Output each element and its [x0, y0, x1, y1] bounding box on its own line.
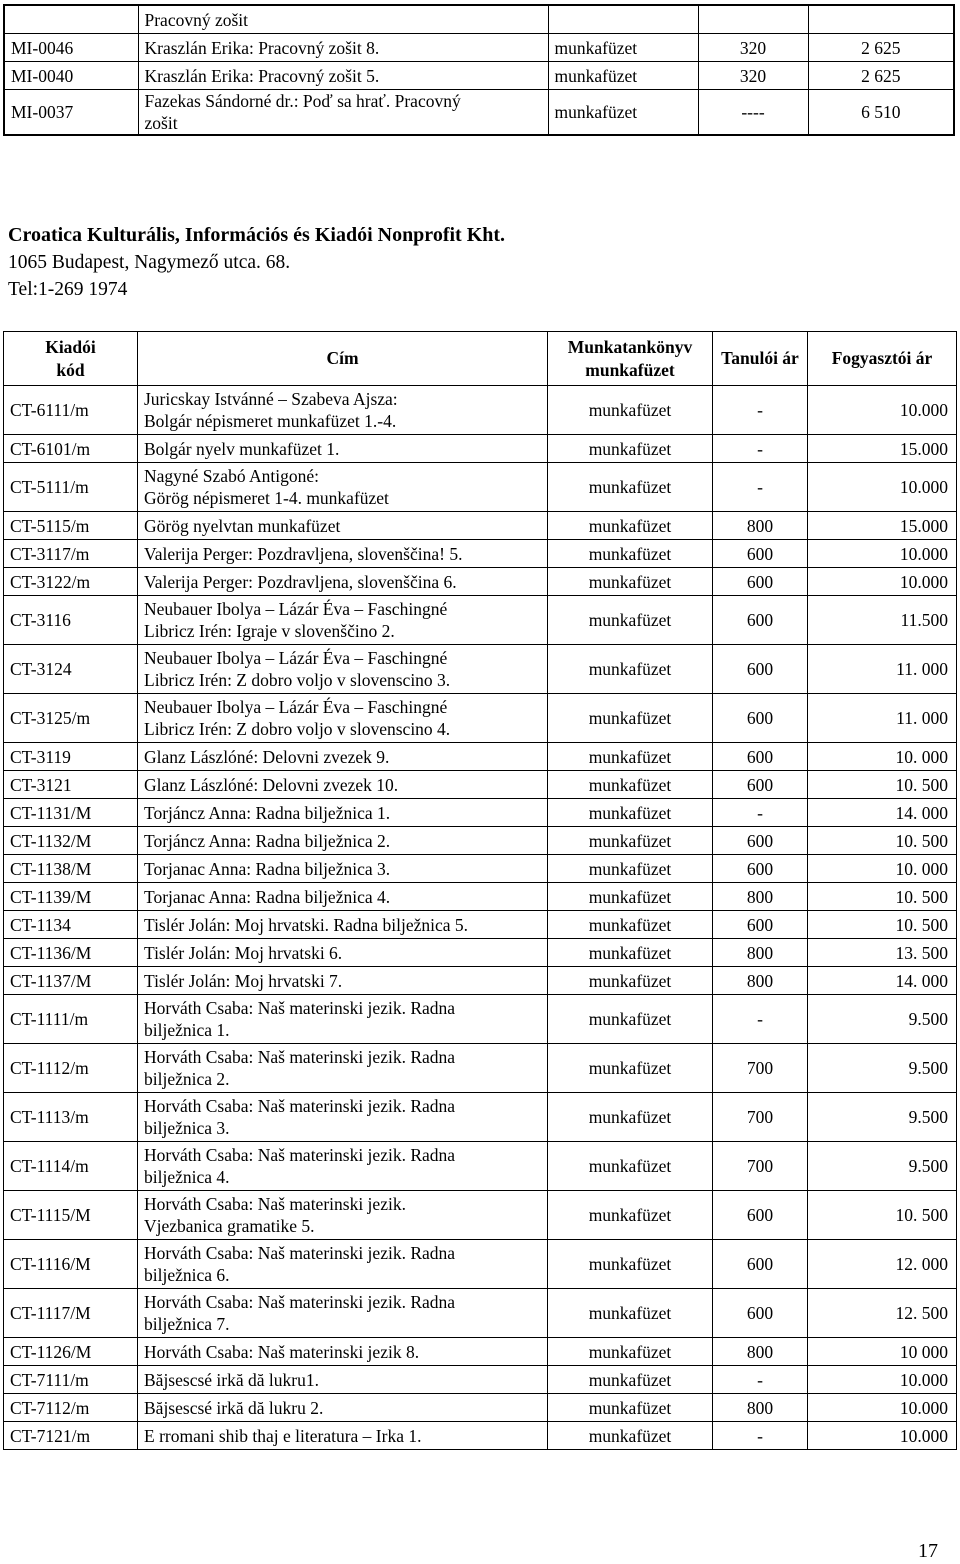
- table-row: [4, 34, 954, 62]
- cell-code: CT-5115/m: [4, 512, 138, 540]
- cell-student-price: 700: [713, 1093, 808, 1142]
- table-row: [4, 1289, 957, 1338]
- title-line: E rromani shib thaj e literatura – Irka 1.: [144, 1425, 422, 1446]
- title-line: Horváth Csaba: Naš materinski jezik. Radna: [144, 1145, 456, 1165]
- cell-code: MI-0046: [4, 34, 138, 62]
- cell-student-price: 600: [713, 1240, 808, 1289]
- cell-consumer-price: 2 625: [808, 34, 954, 62]
- cell-title: [138, 939, 548, 967]
- cell-type: munkafüzet: [548, 1191, 713, 1240]
- table-row: [4, 540, 957, 568]
- table-row: [4, 1338, 957, 1366]
- cell-consumer-price: 14. 000: [808, 967, 957, 995]
- cell-type: munkafüzet: [548, 1366, 713, 1394]
- cell-type: munkafüzet: [548, 827, 713, 855]
- cell-code: CT-3116: [4, 596, 138, 645]
- cell-title: [138, 883, 548, 911]
- cell-student-price: 700: [713, 1044, 808, 1093]
- table-row: [4, 799, 957, 827]
- cell-student-price: 320: [698, 34, 808, 62]
- title-line: Neubauer Ibolya – Lázár Éva – Faschingné: [144, 697, 448, 717]
- cell-consumer-price: 10. 500: [808, 827, 957, 855]
- cell-consumer-price: 10.000: [808, 1394, 957, 1422]
- cell-student-price: 700: [713, 1142, 808, 1191]
- table-row: [4, 1093, 957, 1142]
- cell-consumer-price: 12. 000: [808, 1240, 957, 1289]
- cell-student-price: 600: [713, 1191, 808, 1240]
- cell-title: [138, 463, 548, 512]
- table-row: [4, 967, 957, 995]
- table-row: [4, 1422, 957, 1450]
- cell-consumer-price: 14. 000: [808, 799, 957, 827]
- cell-type: [548, 5, 698, 34]
- title-line: Torjanac Anna: Radna bilježnica 3.: [144, 858, 391, 879]
- title-line-2: Libricz Irén: Z dobro voljo v slovenscino 3.: [144, 670, 451, 690]
- cell-code: MI-0037: [4, 90, 138, 136]
- cell-code: CT-1132/M: [4, 827, 138, 855]
- cell-consumer-price: 10.000: [808, 540, 957, 568]
- cell-title: [138, 1422, 548, 1450]
- cell-title: [138, 1366, 548, 1394]
- table-row: [4, 771, 957, 799]
- cell-code: CT-1115/M: [4, 1191, 138, 1240]
- publisher-phone: Tel:1-269 1974: [8, 279, 128, 300]
- cell-student-price: -: [713, 435, 808, 463]
- title-line-2: bilježnica 1.: [144, 1020, 230, 1040]
- title-line: Valerija Perger: Pozdravljena, slovenščina 6.: [144, 571, 457, 592]
- cell-consumer-price: 11. 000: [808, 645, 957, 694]
- title-line: Görög nyelvtan munkafüzet: [144, 515, 341, 536]
- cell-title: [138, 694, 548, 743]
- cell-type: munkafüzet: [548, 694, 713, 743]
- cell-student-price: 600: [713, 911, 808, 939]
- cell-consumer-price: 10 000: [808, 1338, 957, 1366]
- cell-title: [138, 435, 548, 463]
- cell-code: CT-3119: [4, 743, 138, 771]
- cell-type: munkafüzet: [548, 1422, 713, 1450]
- cell-type: munkafüzet: [548, 995, 713, 1044]
- cell-consumer-price: 11.500: [808, 596, 957, 645]
- title-line: Neubauer Ibolya – Lázár Éva – Faschingné: [144, 599, 448, 619]
- cell-consumer-price: 10. 000: [808, 743, 957, 771]
- cell-student-price: 600: [713, 694, 808, 743]
- cell-student-price: 600: [713, 540, 808, 568]
- publisher-address: 1065 Budapest, Nagymező utca. 68.: [8, 252, 291, 273]
- cell-code: MI-0040: [4, 62, 138, 90]
- cell-title: [138, 771, 548, 799]
- cell-student-price: ----: [698, 90, 808, 136]
- cell-consumer-price: 9.500: [808, 995, 957, 1044]
- header-type: Munkatankönyv munkafüzet: [548, 332, 713, 386]
- cell-code: CT-1137/M: [4, 967, 138, 995]
- cell-type: munkafüzet: [548, 1289, 713, 1338]
- cell-code: [4, 5, 138, 34]
- cell-student-price: -: [713, 1366, 808, 1394]
- cell-consumer-price: 10.000: [808, 1422, 957, 1450]
- cell-title: [138, 512, 548, 540]
- publisher-name: Croatica Kulturális, Információs és Kiadói Nonprofit Kht.: [8, 224, 506, 246]
- cell-code: CT-3122/m: [4, 568, 138, 596]
- cell-type: munkafüzet: [548, 1394, 713, 1422]
- cell-type: munkafüzet: [548, 463, 713, 512]
- table-row: [4, 90, 954, 136]
- header-consumer-price: Fogyasztói ár: [808, 332, 957, 386]
- table-row: [4, 1394, 957, 1422]
- table-row: [4, 568, 957, 596]
- cell-type: munkafüzet: [548, 743, 713, 771]
- title-line-2: Vjezbanica gramatike 5.: [144, 1216, 315, 1236]
- cell-consumer-price: 9.500: [808, 1044, 957, 1093]
- cell-student-price: 600: [713, 568, 808, 596]
- cell-type: munkafüzet: [548, 1240, 713, 1289]
- table-row: [4, 743, 957, 771]
- cell-consumer-price: 2 625: [808, 62, 954, 90]
- cell-consumer-price: 10.000: [808, 1366, 957, 1394]
- cell-type: munkafüzet: [548, 435, 713, 463]
- cell-code: CT-3121: [4, 771, 138, 799]
- cell-code: CT-3117/m: [4, 540, 138, 568]
- cell-code: CT-1112/m: [4, 1044, 138, 1093]
- cell-consumer-price: 10. 500: [808, 883, 957, 911]
- title-line-2: bilježnica 3.: [144, 1118, 230, 1138]
- cell-type: munkafüzet: [548, 386, 713, 435]
- cell-student-price: -: [713, 995, 808, 1044]
- cell-student-price: 800: [713, 883, 808, 911]
- table-row: [4, 435, 957, 463]
- title-line: Valerija Perger: Pozdravljena, slovenščina! 5.: [144, 543, 463, 564]
- table-row: [4, 62, 954, 90]
- cell-title: Kraszlán Erika: Pracovný zošit 5.: [138, 62, 548, 90]
- title-line: Horváth Csaba: Naš materinski jezik. Radna: [144, 1292, 456, 1312]
- cell-student-price: 800: [713, 939, 808, 967]
- title-line-2: Libricz Irén: Z dobro voljo v slovenscino 4.: [144, 719, 451, 739]
- cell-type: munkafüzet: [548, 799, 713, 827]
- cell-title: [138, 743, 548, 771]
- cell-student-price: -: [713, 386, 808, 435]
- cell-student-price: 600: [713, 743, 808, 771]
- cell-title: [138, 645, 548, 694]
- title-line: Tislér Jolán: Moj hrvatski 7.: [144, 970, 343, 991]
- cell-type: munkafüzet: [548, 1142, 713, 1191]
- title-line: Glanz Lászlóné: Delovni zvezek 9.: [144, 746, 390, 767]
- table-row: [4, 911, 957, 939]
- title-line: Torjáncz Anna: Radna bilježnica 2.: [144, 830, 391, 851]
- cell-title: [138, 799, 548, 827]
- table-row: [4, 827, 957, 855]
- cell-type: munkafüzet: [548, 568, 713, 596]
- title-line: Neubauer Ibolya – Lázár Éva – Faschingné: [144, 648, 448, 668]
- cell-consumer-price: [808, 5, 954, 34]
- cell-student-price: 800: [713, 512, 808, 540]
- table-row: [4, 883, 957, 911]
- title-line-2: bilježnica 4.: [144, 1167, 230, 1187]
- cell-student-price: 600: [713, 596, 808, 645]
- title-line: Băjsescsé irkă dă lukru1.: [144, 1369, 319, 1390]
- header-title: Cím: [138, 332, 548, 386]
- cell-code: CT-1126/M: [4, 1338, 138, 1366]
- table-row: [4, 1044, 957, 1093]
- table-row: [4, 386, 957, 435]
- cell-title: [138, 1394, 548, 1422]
- table-row: [4, 1240, 957, 1289]
- page-number: 17: [918, 1540, 938, 1562]
- title-line: Horváth Csaba: Naš materinski jezik. Radna: [144, 1047, 456, 1067]
- cell-code: CT-7121/m: [4, 1422, 138, 1450]
- header-student-price: Tanulói ár: [713, 332, 808, 386]
- cell-title: Fazekas Sándorné dr.: Poď sa hrať. Pracovný zošit: [138, 90, 548, 136]
- cell-type: munkafüzet: [548, 855, 713, 883]
- table-row: [4, 463, 957, 512]
- cell-title: [138, 540, 548, 568]
- cell-title: [138, 1142, 548, 1191]
- table-header-row: [4, 332, 957, 386]
- cell-student-price: 600: [713, 771, 808, 799]
- cell-type: munkafüzet: [548, 90, 698, 136]
- cell-code: CT-7111/m: [4, 1366, 138, 1394]
- cell-consumer-price: 9.500: [808, 1142, 957, 1191]
- table-row: [4, 645, 957, 694]
- cell-code: CT-6111/m: [4, 386, 138, 435]
- cell-title: [138, 1191, 548, 1240]
- cell-consumer-price: 6 510: [808, 90, 954, 136]
- cell-type: munkafüzet: [548, 911, 713, 939]
- cell-code: CT-5111/m: [4, 463, 138, 512]
- cell-code: CT-3125/m: [4, 694, 138, 743]
- cell-title: [138, 855, 548, 883]
- cell-consumer-price: 15.000: [808, 435, 957, 463]
- cell-title: [138, 1338, 548, 1366]
- cell-consumer-price: 10. 000: [808, 855, 957, 883]
- cell-consumer-price: 12. 500: [808, 1289, 957, 1338]
- cell-consumer-price: 13. 500: [808, 939, 957, 967]
- cell-student-price: 800: [713, 967, 808, 995]
- cell-consumer-price: 10. 500: [808, 771, 957, 799]
- cell-code: CT-1116/M: [4, 1240, 138, 1289]
- title-line: Horváth Csaba: Naš materinski jezik. Radna: [144, 998, 456, 1018]
- title-line: Horváth Csaba: Naš materinski jezik.: [144, 1194, 406, 1214]
- cell-type: munkafüzet: [548, 62, 698, 90]
- cell-code: CT-6101/m: [4, 435, 138, 463]
- cell-consumer-price: 15.000: [808, 512, 957, 540]
- cell-student-price: 600: [713, 827, 808, 855]
- cell-consumer-price: 10.000: [808, 463, 957, 512]
- cell-type: munkafüzet: [548, 1338, 713, 1366]
- cell-type: munkafüzet: [548, 883, 713, 911]
- cell-code: CT-1113/m: [4, 1093, 138, 1142]
- cell-student-price: 600: [713, 645, 808, 694]
- cell-type: munkafüzet: [548, 1093, 713, 1142]
- cell-consumer-price: 10. 500: [808, 1191, 957, 1240]
- cell-title: [138, 1240, 548, 1289]
- cell-type: munkafüzet: [548, 1044, 713, 1093]
- cell-title: [138, 1289, 548, 1338]
- cell-student-price: -: [713, 463, 808, 512]
- cell-consumer-price: 10.000: [808, 568, 957, 596]
- cell-title: [138, 827, 548, 855]
- price-list-table: [3, 331, 957, 1450]
- title-line: Tislér Jolán: Moj hrvatski. Radna bilježnica 5.: [144, 914, 469, 935]
- cell-student-price: 320: [698, 62, 808, 90]
- cell-code: CT-1139/M: [4, 883, 138, 911]
- table-row: [4, 512, 957, 540]
- title-line-2: Görög népismeret 1-4. munkafüzet: [144, 488, 389, 508]
- title-line: Tislér Jolán: Moj hrvatski 6.: [144, 942, 343, 963]
- table-row: [4, 1366, 957, 1394]
- cell-title: [138, 386, 548, 435]
- cell-type: munkafüzet: [548, 540, 713, 568]
- title-line: Horváth Csaba: Naš materinski jezik. Radna: [144, 1096, 456, 1116]
- title-line: Nagyné Szabó Antigoné:: [144, 466, 319, 486]
- cell-type: munkafüzet: [548, 771, 713, 799]
- cell-type: munkafüzet: [548, 645, 713, 694]
- title-line: Horváth Csaba: Naš materinski jezik 8.: [144, 1341, 420, 1362]
- cell-student-price: 600: [713, 855, 808, 883]
- cell-code: CT-1114/m: [4, 1142, 138, 1191]
- table-row: [4, 596, 957, 645]
- cell-student-price: 600: [713, 1289, 808, 1338]
- cell-code: CT-1136/M: [4, 939, 138, 967]
- cell-consumer-price: 10. 500: [808, 911, 957, 939]
- table-row: [4, 5, 954, 34]
- previous-publisher-table: [3, 4, 955, 136]
- title-line: Bolgár nyelv munkafüzet 1.: [144, 438, 340, 459]
- publisher-block: [8, 222, 505, 303]
- cell-student-price: -: [713, 799, 808, 827]
- cell-student-price: -: [713, 1422, 808, 1450]
- cell-type: munkafüzet: [548, 596, 713, 645]
- cell-type: munkafüzet: [548, 34, 698, 62]
- cell-consumer-price: 10.000: [808, 386, 957, 435]
- table-row: [4, 855, 957, 883]
- cell-code: CT-7112/m: [4, 1394, 138, 1422]
- title-line-2: bilježnica 7.: [144, 1314, 230, 1334]
- table-row: [4, 1142, 957, 1191]
- table-row: [4, 995, 957, 1044]
- cell-student-price: [698, 5, 808, 34]
- cell-title: Kraszlán Erika: Pracovný zošit 8.: [138, 34, 548, 62]
- title-line-2: Libricz Irén: Igraje v slovenščino 2.: [144, 621, 395, 641]
- cell-title: Pracovný zošit: [138, 5, 548, 34]
- cell-type: munkafüzet: [548, 939, 713, 967]
- cell-consumer-price: 11. 000: [808, 694, 957, 743]
- cell-title: [138, 911, 548, 939]
- table-row: [4, 1191, 957, 1240]
- cell-code: CT-1111/m: [4, 995, 138, 1044]
- title-line: Horváth Csaba: Naš materinski jezik. Radna: [144, 1243, 456, 1263]
- cell-type: munkafüzet: [548, 967, 713, 995]
- title-line: Torjanac Anna: Radna bilježnica 4.: [144, 886, 391, 907]
- cell-title: [138, 995, 548, 1044]
- cell-student-price: 800: [713, 1338, 808, 1366]
- title-line: Băjsescsé irkă dă lukru 2.: [144, 1397, 324, 1418]
- cell-code: CT-3124: [4, 645, 138, 694]
- title-line: Torjáncz Anna: Radna bilježnica 1.: [144, 802, 391, 823]
- cell-consumer-price: 9.500: [808, 1093, 957, 1142]
- cell-code: CT-1131/M: [4, 799, 138, 827]
- title-line-2: bilježnica 6.: [144, 1265, 230, 1285]
- cell-title: [138, 596, 548, 645]
- table-row: [4, 939, 957, 967]
- header-code: Kiadói kód: [4, 332, 138, 386]
- cell-title: [138, 1093, 548, 1142]
- title-line: Glanz Lászlóné: Delovni zvezek 10.: [144, 774, 399, 795]
- title-line-2: bilježnica 2.: [144, 1069, 230, 1089]
- title-line: Juricskay Istvánné – Szabeva Ajsza:: [144, 389, 398, 409]
- cell-type: munkafüzet: [548, 512, 713, 540]
- cell-code: CT-1117/M: [4, 1289, 138, 1338]
- cell-code: CT-1134: [4, 911, 138, 939]
- cell-code: CT-1138/M: [4, 855, 138, 883]
- cell-title: [138, 967, 548, 995]
- table-row: [4, 694, 957, 743]
- cell-title: [138, 568, 548, 596]
- cell-student-price: 800: [713, 1394, 808, 1422]
- cell-title: [138, 1044, 548, 1093]
- title-line-2: Bolgár népismeret munkafüzet 1.-4.: [144, 411, 397, 431]
